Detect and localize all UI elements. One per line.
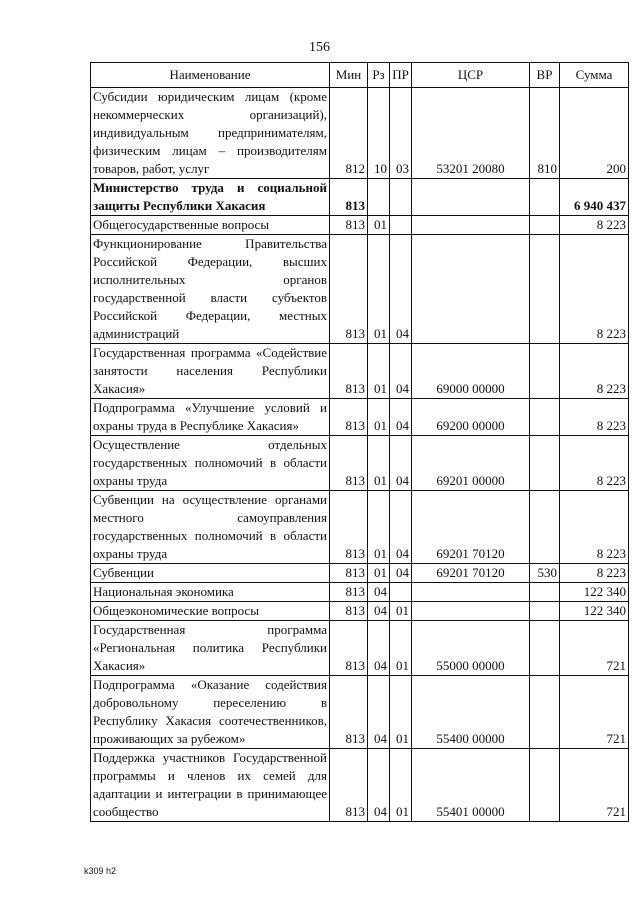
row-min: 813: [330, 749, 368, 822]
row-vr: 810: [530, 88, 560, 179]
row-csr: 69000 00000: [412, 344, 530, 399]
row-csr: [412, 179, 530, 216]
row-min: 813: [330, 344, 368, 399]
row-sum: 721: [560, 621, 629, 676]
row-name: Субсидии юридическим лицам (кроме некоммерческих организаций), индивидуальным предпринимателям, физическим лицам – производителям товаров, работ, услуг: [91, 88, 330, 179]
row-sum: 8 223: [560, 235, 629, 344]
row-rz: 04: [368, 749, 390, 822]
row-pr: [390, 216, 412, 235]
row-vr: [530, 436, 560, 491]
row-vr: [530, 749, 560, 822]
table-row: [91, 602, 629, 621]
row-min: 813: [330, 399, 368, 436]
row-rz: 10: [368, 88, 390, 179]
row-pr: 04: [390, 491, 412, 564]
row-min: 813: [330, 621, 368, 676]
header-pr: ПР: [390, 63, 412, 88]
row-csr: [412, 235, 530, 344]
row-min: 813: [330, 179, 368, 216]
row-sum: 8 223: [560, 436, 629, 491]
row-vr: 530: [530, 564, 560, 583]
row-rz: 04: [368, 602, 390, 621]
row-rz: 01: [368, 235, 390, 344]
row-min: 813: [330, 564, 368, 583]
row-vr: [530, 216, 560, 235]
row-sum: 8 223: [560, 399, 629, 436]
header-vr: ВР: [530, 63, 560, 88]
row-pr: 04: [390, 344, 412, 399]
row-pr: 04: [390, 436, 412, 491]
row-sum: 8 223: [560, 216, 629, 235]
row-csr: [412, 602, 530, 621]
row-pr: 01: [390, 602, 412, 621]
row-rz: 01: [368, 216, 390, 235]
row-rz: 04: [368, 676, 390, 749]
header-rz: Рз: [368, 63, 390, 88]
row-name: Государственная программа «Региональная политика Республики Хакасия»: [91, 621, 330, 676]
table-row: [91, 235, 629, 344]
table-row: [91, 749, 629, 822]
row-pr: 04: [390, 564, 412, 583]
row-rz: 01: [368, 564, 390, 583]
table-row: [91, 621, 629, 676]
row-vr: [530, 621, 560, 676]
row-sum: 122 340: [560, 583, 629, 602]
row-rz: 01: [368, 436, 390, 491]
row-name: Поддержка участников Государственной программы и членов их семей для адаптации и интеграции в принимающее сообщество: [91, 749, 330, 822]
table-row: [91, 88, 629, 179]
row-csr: [412, 583, 530, 602]
row-vr: [530, 583, 560, 602]
row-name: Подпрограмма «Улучшение условий и охраны труда в Республике Хакасия»: [91, 399, 330, 436]
row-pr: 01: [390, 621, 412, 676]
page-number: 156: [309, 40, 330, 55]
row-vr: [530, 179, 560, 216]
row-name: Министерство труда и социальной защиты Республики Хакасия: [91, 179, 330, 216]
row-sum: 8 223: [560, 491, 629, 564]
header-name: Наименование: [91, 63, 330, 88]
row-min: 813: [330, 216, 368, 235]
row-pr: [390, 179, 412, 216]
header-csr: ЦСР: [412, 63, 530, 88]
row-sum: 200: [560, 88, 629, 179]
row-csr: [412, 216, 530, 235]
row-min: 813: [330, 676, 368, 749]
header-sum: Сумма: [560, 63, 629, 88]
row-pr: [390, 583, 412, 602]
row-name: Подпрограмма «Оказание содействия добровольному переселению в Республику Хакасия соотечественников, проживающих за рубежом»: [91, 676, 330, 749]
row-pr: 03: [390, 88, 412, 179]
row-sum: 122 340: [560, 602, 629, 621]
row-csr: 55000 00000: [412, 621, 530, 676]
table-row: [91, 216, 629, 235]
row-vr: [530, 399, 560, 436]
row-rz: 04: [368, 583, 390, 602]
row-min: 813: [330, 602, 368, 621]
row-csr: 55400 00000: [412, 676, 530, 749]
row-csr: 53201 20080: [412, 88, 530, 179]
table-row: [91, 179, 629, 216]
row-sum: 721: [560, 749, 629, 822]
row-name: Субвенции на осуществление органами местного самоуправления государственных полномочий в области охраны труда: [91, 491, 330, 564]
row-rz: 04: [368, 621, 390, 676]
row-csr: 69201 00000: [412, 436, 530, 491]
row-pr: 04: [390, 235, 412, 344]
header-min: Мин: [330, 63, 368, 88]
row-min: 813: [330, 235, 368, 344]
table-row: [91, 583, 629, 602]
row-pr: 01: [390, 676, 412, 749]
row-vr: [530, 235, 560, 344]
row-name: Общегосударственные вопросы: [91, 216, 330, 235]
row-name: Общеэкономические вопросы: [91, 602, 330, 621]
row-csr: 69200 00000: [412, 399, 530, 436]
row-rz: 01: [368, 491, 390, 564]
row-name: Государственная программа «Содействие занятости населения Республики Хакасия»: [91, 344, 330, 399]
row-vr: [530, 491, 560, 564]
footer-code: k309 h2: [84, 866, 117, 876]
row-vr: [530, 676, 560, 749]
row-vr: [530, 602, 560, 621]
row-vr: [530, 344, 560, 399]
row-name: Функционирование Правительства Российской Федерации, высших исполнительных органов государственной власти субъектов Российской Федерации, местных администраций: [91, 235, 330, 344]
table-header-row: [91, 63, 629, 88]
row-rz: 01: [368, 399, 390, 436]
budget-table: [90, 62, 629, 822]
row-pr: 01: [390, 749, 412, 822]
row-min: 812: [330, 88, 368, 179]
table-row: [91, 564, 629, 583]
table-row: [91, 399, 629, 436]
row-min: 813: [330, 436, 368, 491]
row-min: 813: [330, 491, 368, 564]
row-sum: 8 223: [560, 344, 629, 399]
table-row: [91, 344, 629, 399]
row-name: Национальная экономика: [91, 583, 330, 602]
table-row: [91, 436, 629, 491]
row-name: Осуществление отдельных государственных полномочий в области охраны труда: [91, 436, 330, 491]
table-row: [91, 676, 629, 749]
row-csr: 55401 00000: [412, 749, 530, 822]
row-csr: 69201 70120: [412, 491, 530, 564]
row-csr: 69201 70120: [412, 564, 530, 583]
row-sum: 8 223: [560, 564, 629, 583]
row-min: 813: [330, 583, 368, 602]
row-pr: 04: [390, 399, 412, 436]
row-sum: 721: [560, 676, 629, 749]
row-sum: 6 940 437: [560, 179, 629, 216]
row-name: Субвенции: [91, 564, 330, 583]
table-row: [91, 491, 629, 564]
row-rz: [368, 179, 390, 216]
row-rz: 01: [368, 344, 390, 399]
